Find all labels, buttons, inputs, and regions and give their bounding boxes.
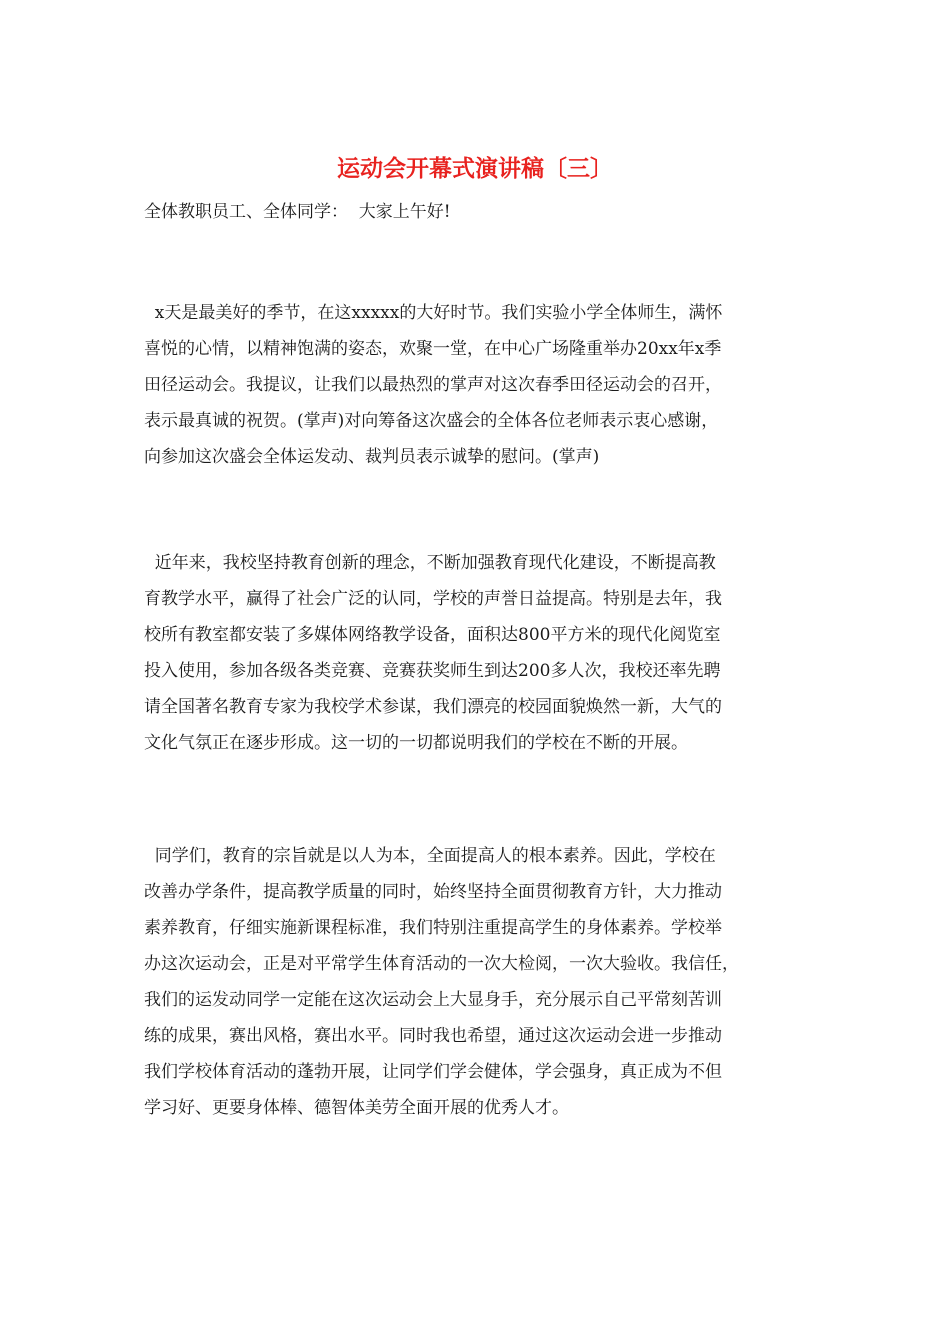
paragraph-line: x天是最美好的季节，在这xxxxx的大好时节。我们实验小学全体师生，满怀 [144,303,723,323]
paragraph-line: 校所有教室都安装了多媒体网络教学设备，面积达800平方米的现代化阅览室 [144,625,721,645]
paragraph-line: 近年来，我校坚持教育创新的理念，不断加强教育现代化建设，不断提高教 [144,553,716,573]
paragraph-line: 我们学校体育活动的蓬勃开展，让同学们学会健体，学会强身，真正成为不但 [144,1062,722,1082]
paragraph-line: 田径运动会。我提议，让我们以最热烈的掌声对这次春季田径运动会的召开， [144,375,722,395]
paragraph-line: 办这次运动会，正是对平常学生体育活动的一次大检阅，一次大验收。我信任， [144,954,739,974]
paragraph-line: 请全国著名教育专家为我校学术参谋，我们漂亮的校园面貌焕然一新，大气的 [144,697,722,717]
paragraph-line: 喜悦的心情，以精神饱满的姿态，欢聚一堂，在中心广场隆重举办20xx年x季 [144,339,722,359]
paragraph-line: 向参加这次盛会全体运发动、裁判员表示诚挚的慰问。(掌声) [144,447,600,467]
paragraph-line: 投入使用，参加各级各类竞赛、竞赛获奖师生到达200多人次，我校还率先聘 [144,661,721,681]
paragraph-line: 素养教育，仔细实施新课程标准，我们特别注重提高学生的身体素养。学校举 [144,918,722,938]
paragraph-line: 同学们，教育的宗旨就是以人为本，全面提高人的根本素养。因此，学校在 [144,846,716,866]
paragraph-line: 我们的运发动同学一定能在这次运动会上大显身手，充分展示自己平常刻苦训 [144,990,722,1010]
paragraph-3 [144,838,814,1126]
paragraph-line: 育教学水平，赢得了社会广泛的认同，学校的声誉日益提高。特别是去年，我 [144,589,722,609]
paragraph-line: 文化气氛正在逐步形成。这一切的一切都说明我们的学校在不断的开展。 [144,733,688,753]
paragraph-line: 学习好、更要身体棒、德智体美劳全面开展的优秀人才。 [144,1098,569,1118]
document-title: 运动会开幕式演讲稿〔三〕 [337,156,613,182]
paragraph-line: 改善办学条件，提高教学质量的同时，始终坚持全面贯彻教育方针，大力推动 [144,882,722,902]
paragraph-line: 练的成果，赛出风格，赛出水平。同时我也希望，通过这次运动会进一步推动 [144,1026,722,1046]
paragraph-line: 表示最真诚的祝贺。(掌声)对向筹备这次盛会的全体各位老师表示衷心感谢， [144,411,719,431]
paragraph-2 [144,545,814,761]
paragraph-1 [144,295,814,475]
greeting-line: 全体教职员工、全体同学： 大家上午好! [144,202,451,222]
